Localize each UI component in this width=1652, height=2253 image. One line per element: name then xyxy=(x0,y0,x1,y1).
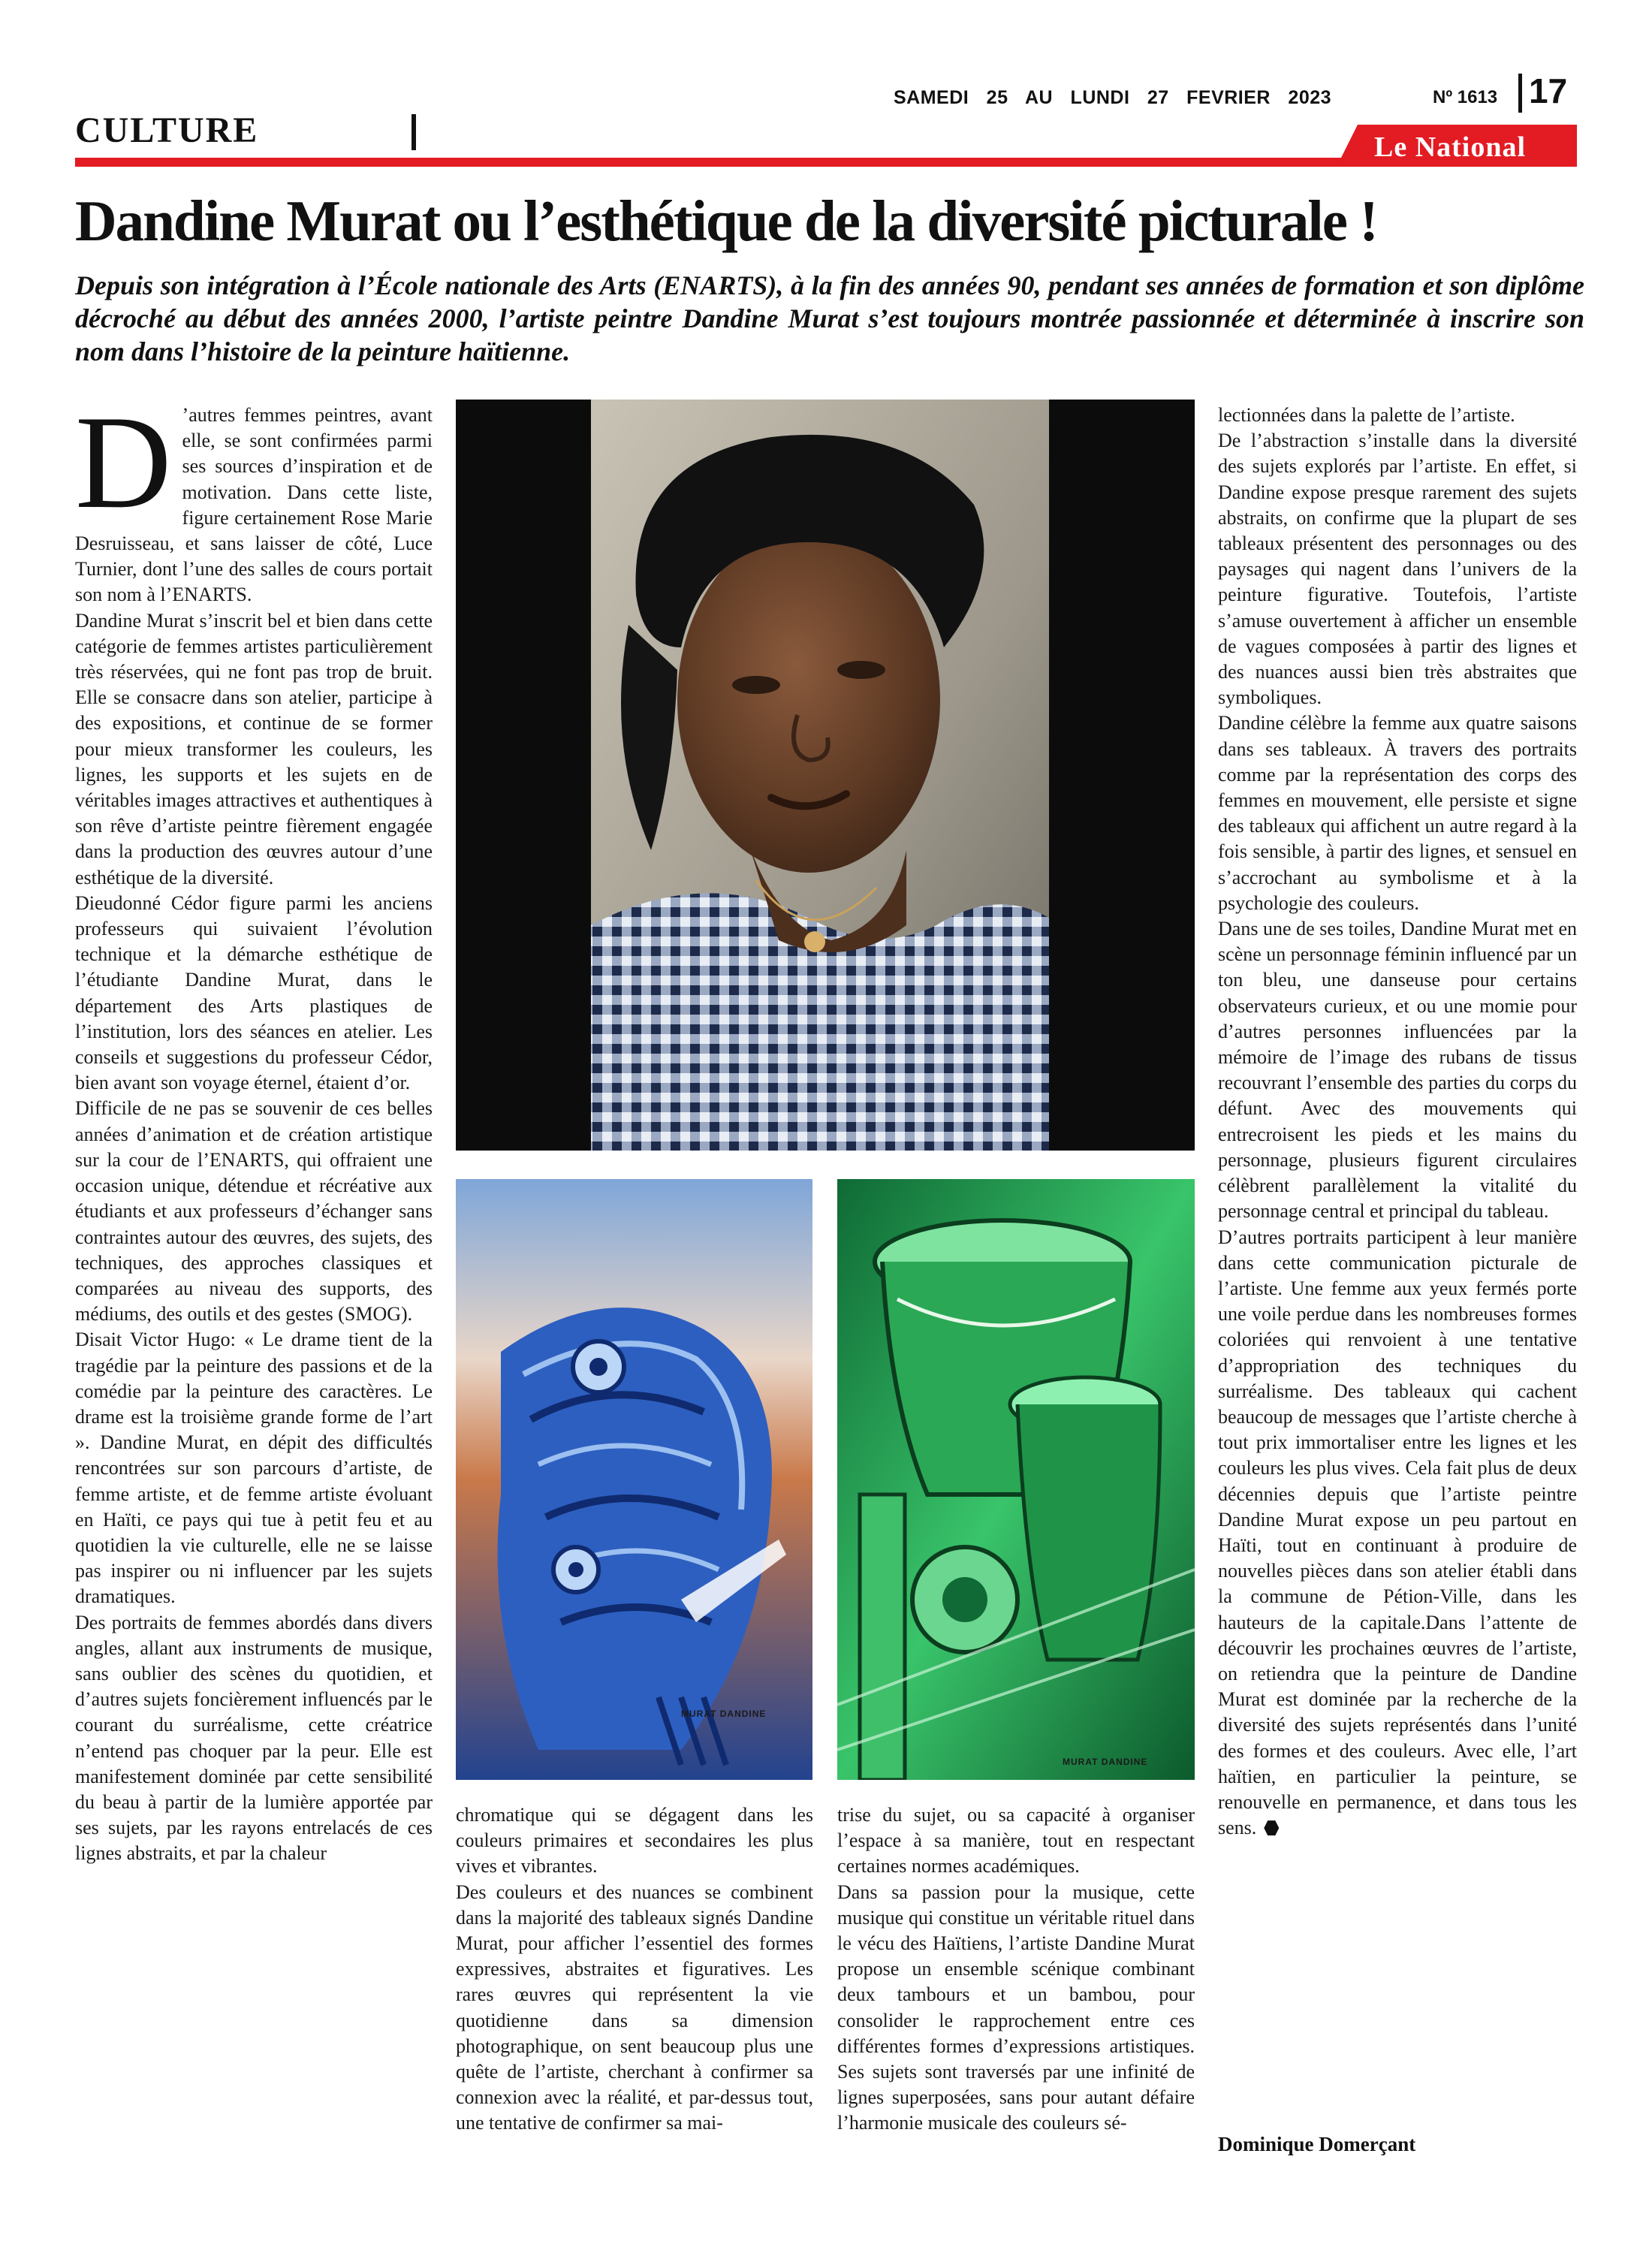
portrait-photo xyxy=(456,400,1195,1151)
byline: Dominique Domerçant xyxy=(1218,2133,1416,2155)
paragraph: Des portraits de femmes abordés dans divers angles, allant aux instruments de musique, sans oublier des scènes du quotidien, et d’autres sujets foncièrement influencés par le courant du surréalisme, cette créatrice n’entend pas choquer par la peur. Elle est manifestement dominée par cette sensibilité du beau à partir de la lumière apportée par ses sujets, par les rayons entrelacés de ces lignes abstraits, et par la chaleur xyxy=(75,1611,433,1865)
page-number: 17 xyxy=(1529,71,1568,110)
publication-name: Le National xyxy=(1374,131,1527,163)
issue-number: Nº 1613 xyxy=(1433,87,1498,107)
paragraph: Des couleurs et des nuances se combinent dans la majorité des tableaux signés Dandine Murat, pour afficher l’essentiel des formes expressives, abstraites et figuratives. Les rares œuvres qui représentent la vie quotidienne dans sa dimension photographique, on sent beaucoup plus une quête de l’artiste, cherchant à confirmer sa connexion avec la réalité, et par-dessus tout, une tentative de confirmer sa mai- xyxy=(456,1881,813,2134)
section-divider xyxy=(411,114,416,150)
blue-painting xyxy=(456,1179,812,1780)
paragraph: lectionnées dans la palette de l’artiste. xyxy=(1218,404,1515,426)
dateline: SAMEDI 25 AU LUNDI 27 FEVRIER 2023 xyxy=(894,87,1332,108)
paragraph: trise du sujet, ou sa capacité à organiser l’espace à sa manière, tout en respectant certaines normes académiques. xyxy=(837,1804,1195,1878)
issue-divider xyxy=(1518,74,1522,113)
portrait-illustration xyxy=(456,400,1195,1151)
paragraph: Dans sa passion pour la musique, cette musique qui constitue un véritable rituel dans le vécu des Haïtiens, l’artiste Dandine Murat propose un ensemble scénique combinant deux tambours et un bambou, pour consolider le rapprochement entre ces différentes formes d’expressions artistiques. Ses sujets sont traversés par une infinité de lignes superposées, sans pour autant défaire l’harmonie musicale des couleurs sé- xyxy=(837,1881,1195,2134)
green-painting-signature: MURAT DANDINE xyxy=(1063,1757,1148,1767)
paragraph: Difficile de ne pas se souvenir de ces belles années d’animation et de création artistique sur la cour de l’ENARTS, qui offraient une occasion unique, détendue et récréative aux étudiants et aux professeurs d’échanger sans contraintes autour des œuvres, des sujets, des techniques, des approches classiques et comparées au niveau des supports, des médiums, des outils et des gestes (SMOG). xyxy=(75,1097,433,1326)
paragraph: Disait Victor Hugo: « Le drame tient de la tragédie par la peinture des passions et de la comédie par la peinture des caractères. Le drame est la troisième grande forme de l’art ». Dandine Murat, en dépit des difficultés rencontrées sur son parcours d’artiste, de femme artiste, et de femme artiste évoluant en Haïti, ce pays qui tue à petit feu et au quotidien la vie culturelle, elle ne se laisse pas inspirer ou ni influencer par les sujets dramatiques. xyxy=(75,1329,433,1608)
blue-painting-signature: MURAT DANDINE xyxy=(681,1709,767,1719)
paragraph: Dans une de ses toiles, Dandine Murat met en scène un personnage féminin influencé par un ton bleu, une danseuse pour certains observateurs curieux, et ou une momie pour d’autres personnes influencées par la mémoire de l’image des rubans de tissus recouvrant l’ensemble des parties du corps du défunt. Avec des mouvements qui entrecroisent les pieds et les mains du personnage, plusieurs figurent circulaires célèbrent parallèlement la vitalité du personnage central et principal du tableau. xyxy=(1218,918,1577,1223)
article-column-3 xyxy=(837,1802,1195,2137)
end-mark-icon xyxy=(1264,1820,1279,1835)
paragraph: Dieudonné Cédor figure parmi les anciens professeurs qui suivaient l’évolution technique et la démarche esthétique de l’étudiante Dandine Murat, dans le département des Arts plastiques de l’institution, lors des séances en atelier. Les conseils et suggestions du professeur Cédor, bien avant son voyage éternel, étaient d’or. xyxy=(75,891,433,1094)
dropcap: D xyxy=(75,388,172,536)
paragraph: Dandine Murat s’inscrit bel et bien dans cette catégorie de femmes artistes particulièrement très réservées, qui ne font pas trop de bruit. Elle se consacre dans son atelier, participe à des expositions, et continue de se former pour mieux transformer les couleurs, les lignes, les supports et les sujets en de véritables images attractives et authentiques à son rêve d’artiste peintre fièrement engagée dans la production des œuvres autour d’une esthétique de la diversité. xyxy=(75,609,433,888)
paragraph: D’autres portraits participent à leur manière dans cette communication picturale de l’artiste. Une femme aux yeux fermés porte une voile perdue dans les nombreuses formes coloriées qui renvoient à une tentative d’appropriation des techniques du surréalisme. Des tableaux qui cachent beaucoup de messages que l’artiste cherche à tout prix immortaliser entre les lignes et les couleurs les plus vives. Cela fait plus de deux décennies depuis que l’artiste peintre Dandine Murat expose un peu partout en Haïti, tout en continuant à produire de nouvelles pièces dans son atelier établi dans la commune de Pétion-Ville, dans les hauteurs de la capitale.Dans l’attente de découvrir les prochaines œuvres de l’artiste, on retiendra que la peinture de Dandine Murat est dominée par la recherche de la diversité des sujets représentés dans l’unité des formes et des couleurs. Avec elle, l’art haïtien, en particulier la peinture, se renouvelle en permanence, et dans tous les sens. xyxy=(1218,1226,1577,1839)
paragraph: De l’abstraction s’installe dans la diversité des sujets explorés par l’artiste. En effet, si Dandine expose presque rarement des sujets abstraits, on confirme que la plupart de ses tableaux présentent des personnages ou des paysages qui nagent dans l’univers de la peinture figurative. Toutefois, l’artiste s’amuse ouvertement à afficher un ensemble de vagues composées à partir des lignes et des nuances aussi bien très abstraites que symboliques. xyxy=(1218,430,1577,709)
blue-painting-illustration xyxy=(456,1179,812,1780)
paragraph: chromatique qui se dégagent dans les couleurs primaires et secondaires les plus vives et vibrantes. xyxy=(456,1804,813,1878)
paragraph: Dandine célèbre la femme aux quatre saisons dans ses tableaux. À travers des portraits comme par la représentation des corps des femmes en mouvement, elle persiste et signe des tableaux qui affichent un autre regard à la fois sensible, à partir des lignes, et sensuel en s’accrochant au symbolisme et à la psychologie des couleurs. xyxy=(1218,712,1577,914)
article-column-2 xyxy=(456,1802,813,2137)
paragraph: D ’autres femmes peintres, avant elle, se sont confirmées parmi ses sources d’inspiration et de motivation. Dans cette liste, figure certainement Rose Marie Desruisseau, et sans laisser de côté, Luce Turnier, dont l’une des salles de cours portait son nom à l’ENARTS. xyxy=(75,388,433,606)
green-painting xyxy=(837,1179,1195,1780)
standfirst: Depuis son intégration à l’École nationale des Arts (ENARTS), à la fin des années 90, pendant ses années de formation et son diplôme décroché au début des années 2000, l’artiste peintre Dandine Murat s’est toujours montrée passionnée et déterminée à inscrire son nom dans l’histoire de la peinture haïtienne. xyxy=(75,270,1584,366)
headline: Dandine Murat ou l’esthétique de la diversité picturale ! xyxy=(75,189,1377,253)
section-label: CULTURE xyxy=(75,110,259,150)
green-painting-illustration xyxy=(837,1179,1195,1780)
article-column-1 xyxy=(75,388,433,1867)
article-column-4 xyxy=(1218,403,1577,1841)
